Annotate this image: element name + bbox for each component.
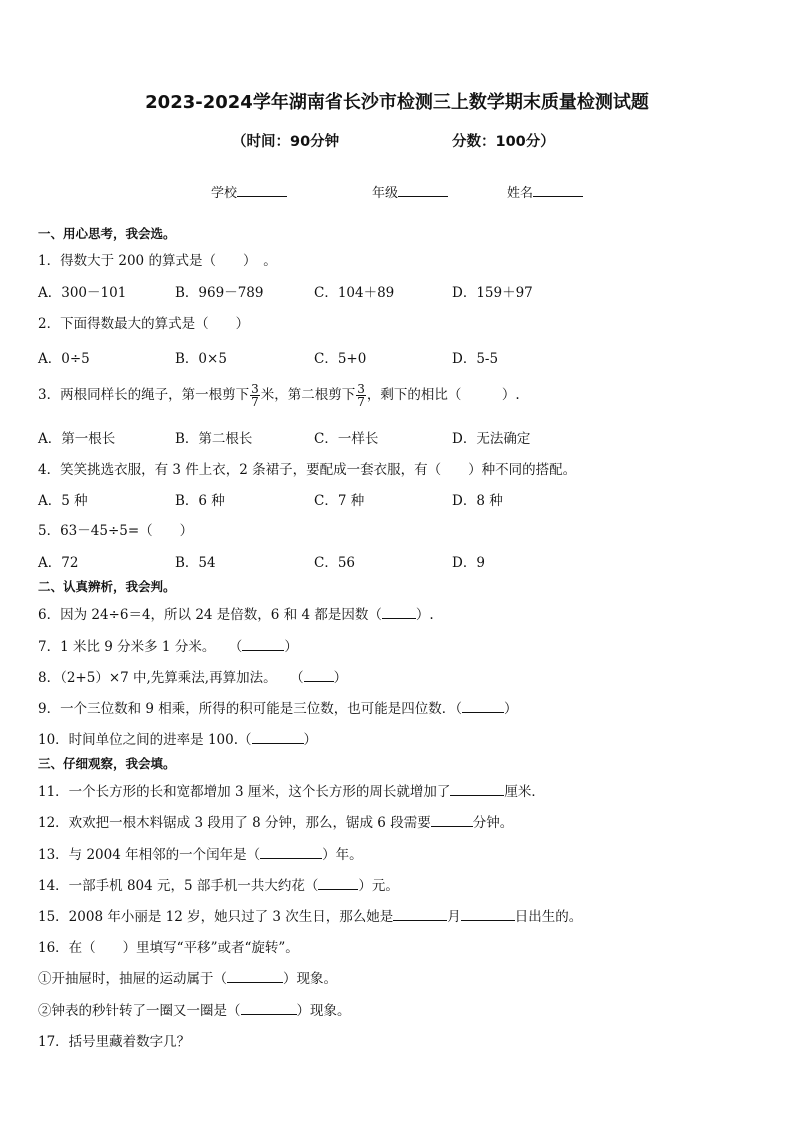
q16-item2-end: ）现象。 xyxy=(296,1003,351,1019)
q5-option-b[interactable]: B．54 xyxy=(175,555,216,571)
q3-option-c[interactable]: C．一样长 xyxy=(314,431,379,447)
question-17: 17．括号里藏着数字几？ xyxy=(38,1034,191,1050)
section-heading-3: 三、仔细观察，我会填。 xyxy=(38,756,176,771)
question-16: 16．在（ ）里填写“平移”或者“旋转”。 xyxy=(38,940,299,956)
q10-text: 10．时间单位之间的进率是 100.（ xyxy=(38,732,252,748)
question-16-item-1 xyxy=(38,967,337,987)
question-6 xyxy=(38,603,434,623)
q9-answer-blank[interactable] xyxy=(462,698,504,713)
q15-text-end: 日出生的。 xyxy=(514,909,583,925)
q12-text: 12．欢欢把一根木料锯成 3 段用了 8 分钟，那么，锯成 6 段需要 xyxy=(38,815,431,831)
q8-answer-blank[interactable] xyxy=(304,667,334,682)
q14-text-end: ）元。 xyxy=(358,878,399,894)
q1-option-b[interactable]: B．969－789 xyxy=(175,285,264,301)
q1-option-c[interactable]: C．104＋89 xyxy=(314,285,395,301)
q4-option-d[interactable]: D．8 种 xyxy=(452,493,503,509)
grade-blank[interactable] xyxy=(398,183,448,197)
q4-option-b[interactable]: B．6 种 xyxy=(175,493,225,509)
fraction-3-7-second xyxy=(356,383,366,408)
q3-text-part2: 米，第二根剪下 xyxy=(260,387,356,403)
q13-answer-blank[interactable] xyxy=(260,844,322,859)
question-2: 2．下面得数最大的算式是（ ） xyxy=(38,316,250,332)
school-field xyxy=(211,182,287,201)
grade-label: 年级 xyxy=(372,186,399,201)
question-14 xyxy=(38,874,399,894)
exam-score: 分数：100分） xyxy=(452,134,555,150)
question-11 xyxy=(38,780,545,800)
q8-text-end: ） xyxy=(333,670,348,686)
q10-text-end: ） xyxy=(303,732,318,748)
q16-item2-text: ②钟表的秒针转了一圈又一圈是（ xyxy=(38,1003,241,1019)
q1-option-a[interactable]: A．300－101 xyxy=(38,285,127,301)
q2-option-d[interactable]: D．5-5 xyxy=(452,351,499,367)
question-1: 1．得数大于 200 的算式是（ ） 。 xyxy=(38,253,277,269)
q7-text: 7．1 米比 9 分米多 1 分米。 （ xyxy=(38,639,243,655)
q14-answer-blank[interactable] xyxy=(318,875,358,890)
q3-option-b[interactable]: B．第二根长 xyxy=(175,431,253,447)
q4-option-c[interactable]: C．7 种 xyxy=(314,493,365,509)
question-12 xyxy=(38,811,513,831)
fraction-3-7 xyxy=(250,383,260,408)
q1-option-d[interactable]: D．159＋97 xyxy=(452,285,533,301)
question-9 xyxy=(38,697,518,717)
question-8 xyxy=(38,666,347,686)
q14-text: 14．一部手机 804 元，5 部手机一共大约花（ xyxy=(38,878,319,894)
q11-answer-blank[interactable] xyxy=(450,781,504,796)
q16-item1-text: ①开抽屉时，抽屉的运动属于（ xyxy=(38,971,227,987)
name-label: 姓名 xyxy=(507,186,534,201)
section-heading-2: 二、认真辨析，我会判。 xyxy=(38,579,176,594)
q15-text-mid: 月 xyxy=(447,909,461,925)
question-7 xyxy=(38,635,298,655)
question-4: 4．笑笑挑选衣服，有 3 件上衣，2 条裙子，要配成一套衣服，有（ ）种不同的搭配。 xyxy=(38,462,577,478)
q15-day-blank[interactable] xyxy=(461,906,515,921)
q6-answer-blank[interactable] xyxy=(382,604,416,619)
q2-option-a[interactable]: A．0÷5 xyxy=(38,351,90,367)
q9-text-end: ） xyxy=(504,701,518,717)
section-heading-1: 一、用心思考，我会选。 xyxy=(38,226,176,241)
q5-option-c[interactable]: C．56 xyxy=(314,555,356,571)
question-13 xyxy=(38,843,363,863)
question-15 xyxy=(38,905,582,925)
q12-answer-blank[interactable] xyxy=(431,812,473,827)
q2-option-b[interactable]: B．0×5 xyxy=(175,351,227,367)
q15-text: 15．2008 年小丽是 12 岁，她只过了 3 次生日，那么她是 xyxy=(38,909,394,925)
fraction-denominator: 7 xyxy=(357,395,365,409)
q11-text-end: 厘米． xyxy=(504,784,545,800)
q7-answer-blank[interactable] xyxy=(242,636,284,651)
q2-option-c[interactable]: C．5+0 xyxy=(314,351,367,367)
q13-text: 13．与 2004 年相邻的一个闰年是（ xyxy=(38,847,261,863)
q6-text-end: ）. xyxy=(415,607,434,623)
q5-option-a[interactable]: A．72 xyxy=(38,555,79,571)
q9-text: 9．一个三位数和 9 相乘，所得的积可能是三位数，也可能是四位数．（ xyxy=(38,701,463,717)
grade-field xyxy=(372,182,448,201)
name-blank[interactable] xyxy=(533,183,583,197)
q16-item1-blank[interactable] xyxy=(227,968,283,983)
q4-option-a[interactable]: A．5 种 xyxy=(38,493,88,509)
page-title: 2023-2024学年湖南省长沙市检测三上数学期末质量检测试题 xyxy=(145,92,649,113)
fraction-denominator: 7 xyxy=(251,395,259,409)
q12-text-end: 分钟。 xyxy=(472,815,514,831)
school-label: 学校 xyxy=(211,186,238,201)
q16-item2-blank[interactable] xyxy=(241,1000,297,1015)
question-3 xyxy=(38,383,520,408)
question-16-item-2 xyxy=(38,999,351,1019)
q8-text: 8．（2+5）×7 中,先算乘法,再算加法。 （ xyxy=(38,670,304,686)
q15-month-blank[interactable] xyxy=(393,906,447,921)
school-blank[interactable] xyxy=(237,183,287,197)
fraction-numerator: 3 xyxy=(357,382,365,396)
question-10 xyxy=(38,728,317,748)
q3-option-d[interactable]: D．无法确定 xyxy=(452,431,531,447)
q10-answer-blank[interactable] xyxy=(252,729,304,744)
q16-item1-end: ）现象。 xyxy=(283,971,337,987)
name-field xyxy=(507,182,583,201)
q5-option-d[interactable]: D．9 xyxy=(452,555,485,571)
q13-text-end: ）年。 xyxy=(322,847,363,863)
q3-option-a[interactable]: A．第一根长 xyxy=(38,431,116,447)
q3-text-part3: ，剩下的相比（ ）. xyxy=(366,387,520,403)
q3-text-part1: 3．两根同样长的绳子，第一根剪下 xyxy=(38,387,250,403)
question-5: 5．63－45÷5=（ ） xyxy=(38,523,194,539)
exam-time: （时间：90分钟 xyxy=(232,134,340,150)
q6-text: 6．因为 24÷6＝4，所以 24 是倍数，6 和 4 都是因数（ xyxy=(38,607,382,623)
q11-text: 11．一个长方形的长和宽都增加 3 厘米，这个长方形的周长就增加了 xyxy=(38,784,451,800)
q7-text-end: ） xyxy=(284,639,298,655)
fraction-numerator: 3 xyxy=(251,382,259,396)
